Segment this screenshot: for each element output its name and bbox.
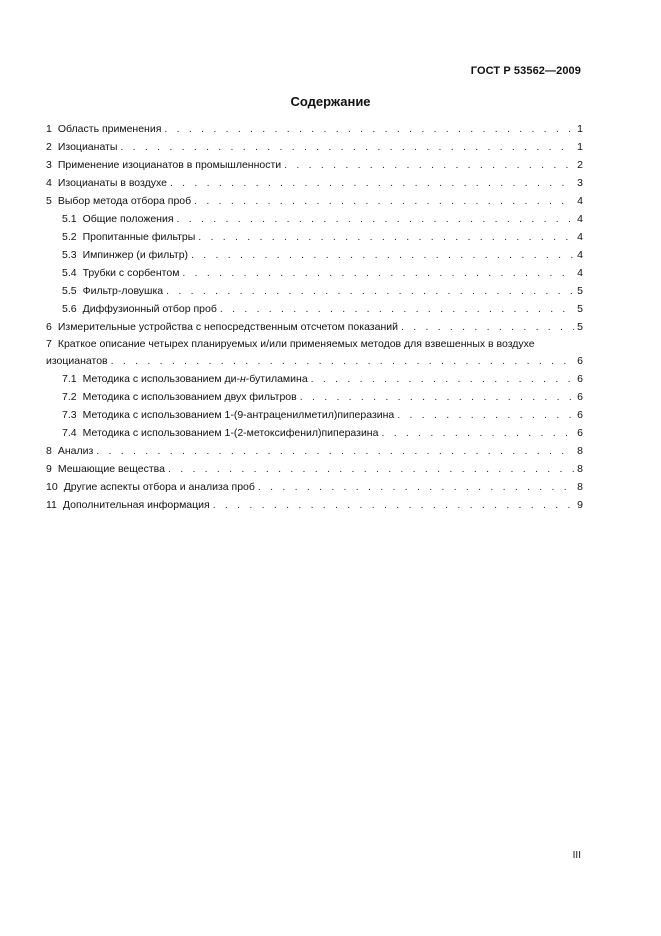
toc-page-number: 5 (577, 321, 583, 333)
toc-title: Методика с использованием 1-(2-метоксифенил)пиперазина (82, 427, 379, 439)
toc-page-number: 4 (577, 249, 583, 261)
toc-title: Мешающие вещества (57, 463, 165, 475)
toc-leader-dots (170, 174, 574, 192)
toc-page-number: 6 (577, 427, 583, 439)
toc-leader-dots (164, 120, 574, 138)
toc-title-part: -бутиламина (245, 373, 308, 385)
toc-number: 10 (46, 481, 58, 493)
toc-page-number: 8 (577, 445, 583, 457)
toc-leader-dots (284, 156, 574, 174)
toc-number: 6 (46, 321, 52, 333)
toc-number: 9 (46, 463, 52, 475)
toc-leader-dots (300, 388, 574, 406)
toc-title: Пропитанные фильтры (82, 231, 196, 243)
toc-title: Изоцианаты (57, 141, 118, 153)
page-title: Содержание (290, 94, 371, 109)
toc-leader-dots (182, 264, 574, 282)
toc-title: Методика с использованием двух фильтров (82, 391, 297, 403)
toc-entry-7-2[interactable] (46, 388, 583, 406)
toc-leader-dots (198, 228, 574, 246)
toc-number: 2 (46, 141, 52, 153)
toc-entry-5-4[interactable] (46, 264, 583, 282)
toc-title (83, 370, 308, 388)
toc-entry-7[interactable] (46, 336, 583, 352)
toc-leader-dots (213, 496, 574, 514)
toc-leader-dots (258, 478, 574, 496)
toc-entry-7-4[interactable] (46, 424, 583, 442)
toc-number: 7 (46, 338, 52, 350)
toc-leader-dots (166, 282, 574, 300)
toc-title: Анализ (57, 445, 94, 457)
toc-title: Трубки с сорбентом (82, 267, 180, 279)
toc-page-number: 8 (577, 463, 583, 475)
toc-page-number: 9 (577, 499, 583, 511)
toc-page-number: 1 (577, 141, 583, 153)
toc-entry-8[interactable] (46, 442, 583, 460)
toc-number: 5.4 (62, 267, 77, 279)
toc-leader-dots (177, 210, 574, 228)
toc-page-number: 4 (577, 213, 583, 225)
toc-entry-11[interactable] (46, 496, 583, 514)
toc-title: Импинжер (и фильтр) (82, 249, 189, 261)
toc-page-number: 1 (577, 123, 583, 135)
toc-leader-dots (168, 460, 574, 478)
toc-page-number: 6 (577, 355, 583, 367)
toc-page-number: 6 (577, 391, 583, 403)
toc-page-number: 5 (577, 303, 583, 315)
toc-title: Общие положения (82, 213, 174, 225)
toc-title: Изоцианаты в воздухе (57, 177, 167, 189)
toc-title: Область применения (57, 123, 162, 135)
toc-page-number: 5 (577, 285, 583, 297)
toc-entry-9[interactable] (46, 460, 583, 478)
toc-page-number: 6 (577, 409, 583, 421)
toc-title: Применение изоцианатов в промышленности (57, 159, 282, 171)
toc-leader-dots (191, 246, 574, 264)
toc-entry-5-6[interactable] (46, 300, 583, 318)
toc-entry-7-3[interactable] (46, 406, 583, 424)
toc-leader-dots (96, 442, 574, 460)
toc-entry-4[interactable] (46, 174, 583, 192)
toc-entry-5[interactable] (46, 192, 583, 210)
toc-entry-5-5[interactable] (46, 282, 583, 300)
toc-page-number: 8 (577, 481, 583, 493)
toc-leader-dots (381, 424, 574, 442)
toc-number: 11 (46, 499, 57, 511)
toc-leader-dots (220, 300, 574, 318)
toc-leader-dots (120, 138, 574, 156)
standard-code: ГОСТ Р 53562—2009 (470, 65, 581, 77)
page-number: III (572, 850, 581, 861)
toc-number: 5.1 (62, 213, 77, 225)
toc-page-number: 4 (577, 231, 583, 243)
toc-title: Методика с использованием 1-(9-антраценилметил)пиперазина (82, 409, 395, 421)
toc-page-number: 2 (577, 159, 583, 171)
toc-page-number: 6 (577, 373, 583, 385)
toc-leader-dots (397, 406, 574, 424)
toc-number: 5.6 (62, 303, 77, 315)
toc-page-number: 3 (577, 177, 583, 189)
toc-number: 8 (46, 445, 52, 457)
toc-entry-1[interactable] (46, 120, 583, 138)
toc-entry-5-1[interactable] (46, 210, 583, 228)
toc-entry-5-2[interactable] (46, 228, 583, 246)
toc-number: 7.2 (62, 391, 77, 403)
toc-leader-dots (401, 318, 574, 336)
toc-number: 5 (46, 195, 52, 207)
toc-title: Выбор метода отбора проб (57, 195, 192, 207)
toc-page-number: 4 (577, 267, 583, 279)
toc-title-italic-part: н (239, 373, 246, 385)
toc-title-continuation: изоцианатов (46, 355, 108, 367)
toc-entry-6[interactable] (46, 318, 583, 336)
toc-title: Измерительные устройства с непосредственным отсчетом показаний (57, 321, 398, 333)
toc-title: Дополнительная информация (62, 499, 210, 511)
toc-title-part: Методика с использованием ди- (82, 373, 240, 385)
toc-number: 4 (46, 177, 52, 189)
toc-title: Диффузионный отбор проб (82, 303, 217, 315)
toc-number: 5.3 (62, 249, 77, 261)
toc-entry-10[interactable] (46, 478, 583, 496)
toc-title: Краткое описание четырех планируемых и/или применяемых методов для взвешенных в воздухе (57, 338, 535, 350)
toc-entry-7-1[interactable] (46, 370, 583, 388)
toc-number: 7.3 (62, 409, 77, 421)
toc-number: 1 (46, 123, 52, 135)
toc-number: 7.4 (62, 427, 77, 439)
toc-entry-5-3[interactable] (46, 246, 583, 264)
toc-number: 3 (46, 159, 52, 171)
toc-leader-dots (311, 370, 574, 388)
toc-leader-dots (111, 352, 574, 370)
table-of-contents (46, 120, 583, 514)
toc-title: Фильтр-ловушка (82, 285, 164, 297)
toc-entry-2[interactable] (46, 138, 583, 156)
toc-number: 5.2 (62, 231, 77, 243)
toc-entry-3[interactable] (46, 156, 583, 174)
toc-number: 7.1 (62, 373, 77, 385)
toc-leader-dots (194, 192, 574, 210)
toc-page-number: 4 (577, 195, 583, 207)
toc-entry-7-continuation[interactable] (46, 352, 583, 370)
toc-number: 5.5 (62, 285, 77, 297)
toc-title: Другие аспекты отбора и анализа проб (63, 481, 255, 493)
